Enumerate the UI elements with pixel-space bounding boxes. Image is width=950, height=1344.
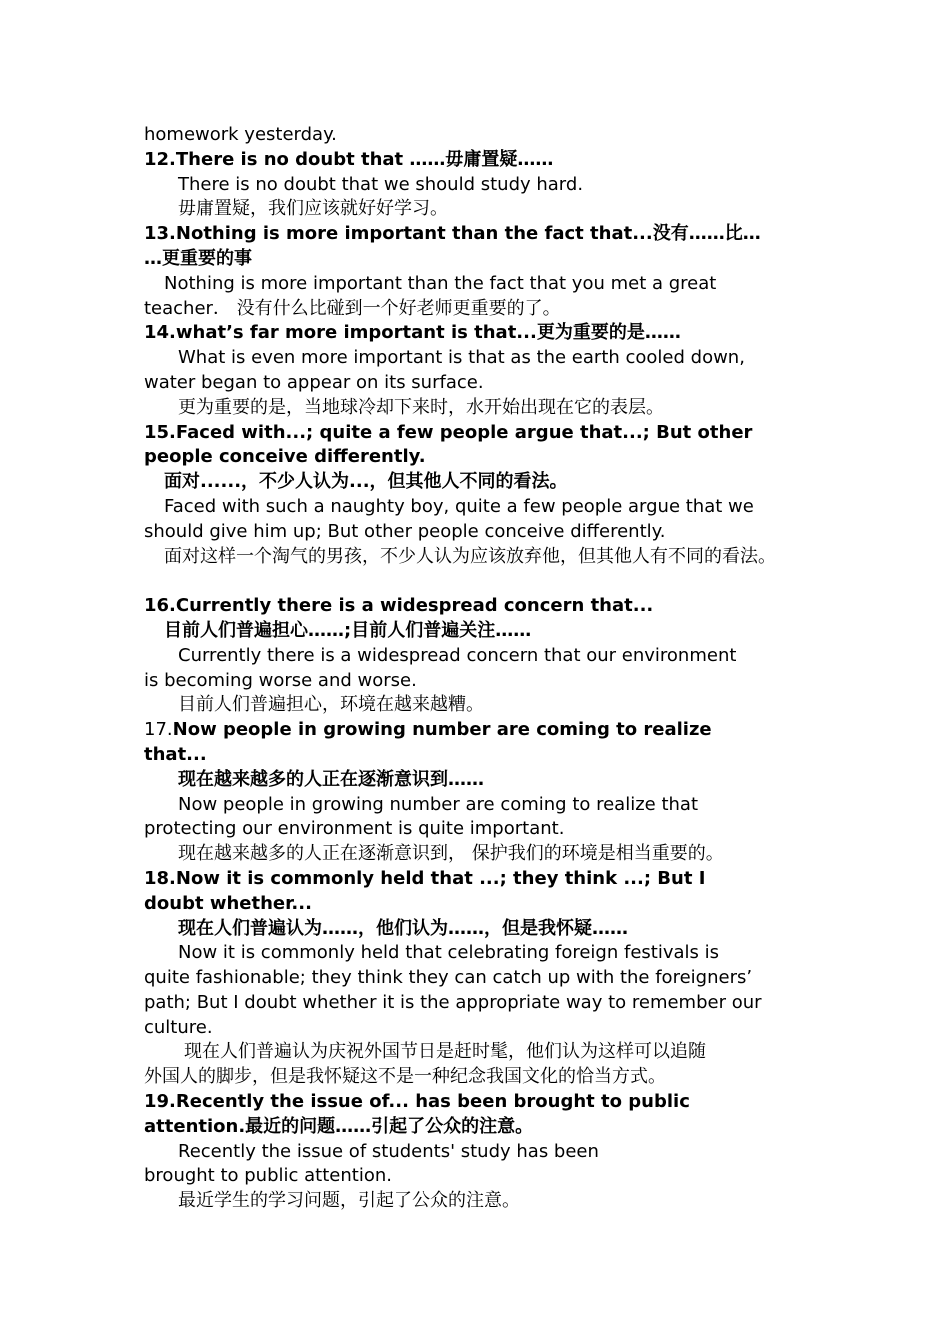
- example-en: What is even more important is that as the earth cooled down,: [178, 347, 745, 369]
- text-line: homework yesterday.: [144, 124, 337, 145]
- example-en-cont: is becoming worse and worse.: [144, 669, 417, 691]
- heading-17-zh: 现在越来越多的人正在逐渐意识到……: [178, 768, 484, 790]
- heading-14: 14.what’s far more important is that...更为重要的是……: [144, 322, 681, 344]
- example-zh: 现在人们普遍认为庆祝外国节日是赶时髦，他们认为这样可以追随: [184, 1041, 706, 1063]
- heading-16-zh: 目前人们普遍担心……;目前人们普遍关注……: [164, 619, 532, 641]
- example-zh: 最近学生的学习问题，引起了公众的注意。: [178, 1190, 520, 1212]
- example-en: Now people in growing number are coming to realize that: [178, 793, 699, 815]
- example-en-cont: water began to appear on its surface.: [144, 371, 484, 393]
- example-en: Recently the issue of students' study has been: [178, 1140, 599, 1162]
- heading-12: 12.There is no doubt that ……毋庸置疑……: [144, 148, 554, 170]
- example-en: There is no doubt that we should study hard.: [178, 173, 584, 195]
- heading-19: 19.Recently the issue of... has been brought to public: [144, 1091, 690, 1113]
- example-zh: 目前人们普遍担心，环境在越来越糟。: [178, 694, 484, 716]
- example-en-cont: protecting our environment is quite important.: [144, 818, 565, 840]
- example-en: Currently there is a widespread concern that our environment: [178, 644, 737, 666]
- blank-line: [144, 569, 844, 594]
- heading-15: 15.Faced with...; quite a few people argue that...; But other: [144, 421, 753, 443]
- example-en-cont: quite fashionable; they think they can catch up with the foreigners’: [144, 967, 753, 989]
- example-en-zh: teacher． 没有什么比碰到一个好老师更重要的了。: [144, 297, 561, 319]
- heading-15-cont: people conceive differently.: [144, 446, 426, 468]
- heading-18: 18.Now it is commonly held that ...; they think ...; But I: [144, 867, 706, 889]
- heading-15-zh: 面对......，不少人认为...，但其他人不同的看法。: [164, 471, 568, 493]
- document-page: [144, 123, 844, 1214]
- example-en-cont: should give him up; But other people conceive differently.: [144, 520, 666, 542]
- example-en-cont: culture.: [144, 1016, 213, 1038]
- example-en: Now it is commonly held that celebrating foreign festivals is: [178, 942, 719, 964]
- heading-17-text: Now people in growing number are coming to realize: [172, 719, 712, 741]
- example-zh: 面对这样一个淘气的男孩，不少人认为应该放弃他，但其他人有不同的看法。: [164, 545, 776, 567]
- heading-17-cont: that...: [144, 743, 207, 765]
- example-en-cont: path; But I doubt whether it is the appropriate way to remember our: [144, 991, 762, 1013]
- example-en: Nothing is more important than the fact that you met a great: [164, 272, 717, 294]
- example-en-cont: brought to public attention.: [144, 1165, 392, 1187]
- heading-17-number: 17.: [144, 719, 173, 741]
- heading-16: 16.Currently there is a widespread concern that...: [144, 595, 654, 617]
- heading-13: 13.Nothing is more important than the fact that...没有……比…: [144, 223, 761, 245]
- example-zh: 更为重要的是，当地球冷却下来时，水开始出现在它的表层。: [178, 396, 664, 418]
- example-en: Faced with such a naughty boy, quite a few people argue that we: [164, 495, 754, 517]
- heading-17: [144, 718, 844, 743]
- example-zh-cont: 外国人的脚步，但是我怀疑这不是一种纪念我国文化的恰当方式。: [144, 1066, 666, 1088]
- example-zh: 毋庸置疑，我们应该就好好学习。: [178, 198, 448, 220]
- heading-18-cont: doubt whether...: [144, 892, 312, 914]
- heading-13-cont: …更重要的事: [144, 247, 252, 269]
- heading-19-cont: attention.最近的问题……引起了公众的注意。: [144, 1115, 534, 1137]
- heading-18-zh: 现在人们普遍认为……，他们认为……，但是我怀疑……: [178, 917, 628, 939]
- example-zh: 现在越来越多的人正在逐渐意识到， 保护我们的环境是相当重要的。: [178, 843, 724, 865]
